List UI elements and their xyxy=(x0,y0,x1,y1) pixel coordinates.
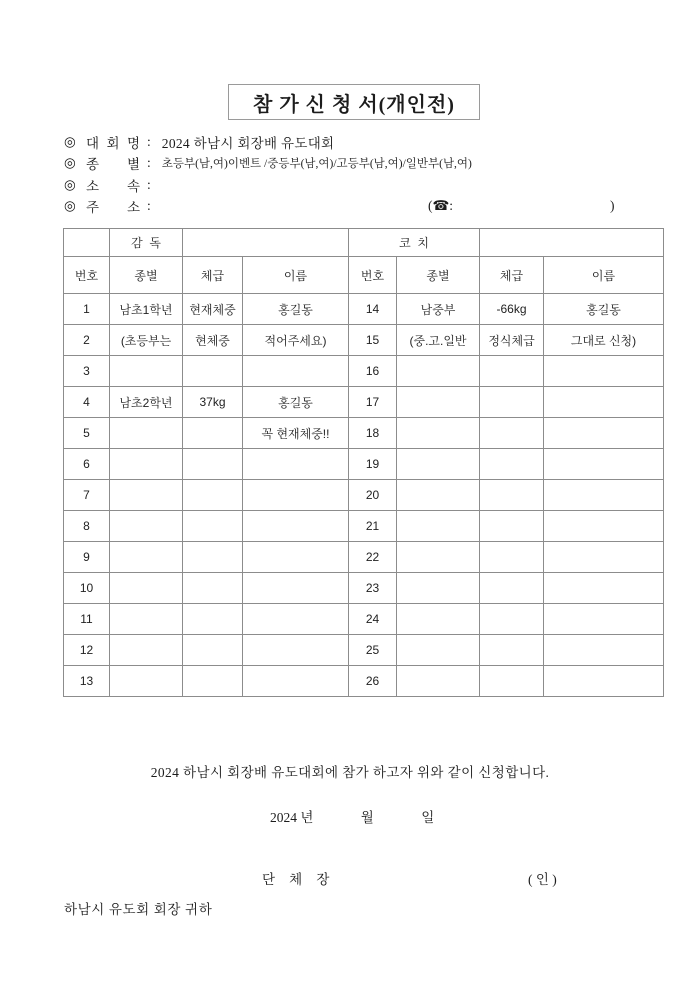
table-row xyxy=(64,418,664,449)
table-cell: 홍길동 xyxy=(544,294,664,325)
table-cell xyxy=(544,480,664,511)
table-cell: 8 xyxy=(64,511,110,542)
col-weight-class: 체급 xyxy=(480,257,544,294)
col-name: 이름 xyxy=(243,257,349,294)
table-cell xyxy=(544,511,664,542)
table-row xyxy=(64,542,664,573)
date-day: 일 xyxy=(421,810,435,825)
table-cell: 3 xyxy=(64,356,110,387)
table-cell xyxy=(243,635,349,666)
table-cell xyxy=(183,635,243,666)
division-value: 초등부(남,여)이벤트 /중등부(남,여)/고등부(남,여)/일반부(남,여) xyxy=(161,158,472,171)
table-cell xyxy=(110,418,183,449)
table-row xyxy=(64,480,664,511)
table-cell xyxy=(397,666,480,697)
table-row xyxy=(64,387,664,418)
info-line-division xyxy=(64,153,664,175)
table-cell xyxy=(110,604,183,635)
table-cell: 남초1학년 xyxy=(110,294,183,325)
table-cell: 20 xyxy=(349,480,397,511)
table-cell: 10 xyxy=(64,573,110,604)
affiliation-label: 소 속 xyxy=(86,178,140,194)
col-division: 종별 xyxy=(110,257,183,294)
table-cell: 4 xyxy=(64,387,110,418)
table-row xyxy=(64,356,664,387)
table-cell xyxy=(397,449,480,480)
table-cell xyxy=(397,387,480,418)
form-title-box xyxy=(228,84,480,120)
table-cell xyxy=(110,511,183,542)
table-cell xyxy=(243,449,349,480)
table-cell xyxy=(397,356,480,387)
col-weight-class: 체급 xyxy=(183,257,243,294)
table-cell: 15 xyxy=(349,325,397,356)
table-cell xyxy=(110,542,183,573)
table-cell: (중.고.일반 xyxy=(397,325,480,356)
table-cell xyxy=(544,635,664,666)
date-line xyxy=(270,806,478,826)
table-cell xyxy=(544,418,664,449)
division-label: 종 별 xyxy=(86,157,140,173)
table-row xyxy=(64,294,664,325)
table-cell xyxy=(183,573,243,604)
table-cell: 현체중 xyxy=(183,325,243,356)
table-cell xyxy=(110,666,183,697)
table-cell: 5 xyxy=(64,418,110,449)
colon: : xyxy=(147,198,151,214)
table-cell: 꼭 현재체중!! xyxy=(243,418,349,449)
table-cell: 21 xyxy=(349,511,397,542)
table-cell xyxy=(243,573,349,604)
table-cell xyxy=(183,449,243,480)
table-cell xyxy=(183,666,243,697)
table-cell xyxy=(110,449,183,480)
phone-close-paren: ) xyxy=(610,197,615,213)
table-cell xyxy=(544,604,664,635)
table-cell xyxy=(243,480,349,511)
table-cell xyxy=(110,356,183,387)
table-row xyxy=(64,635,664,666)
table-cell xyxy=(183,604,243,635)
table-cell xyxy=(544,449,664,480)
table-cell: 남중부 xyxy=(397,294,480,325)
application-statement: 2024 하남시 회장배 유도대회에 참가 하고자 위와 같이 신청합니다. xyxy=(150,765,550,780)
bullet-icon: ◎ xyxy=(64,198,76,214)
info-line-address xyxy=(64,196,664,218)
signer-title: 단 체 장 xyxy=(262,872,331,887)
table-cell xyxy=(243,356,349,387)
table-cell: 그대로 신청) xyxy=(544,325,664,356)
colon: : xyxy=(147,155,151,171)
table-cell xyxy=(183,511,243,542)
table-cell xyxy=(480,573,544,604)
col-division: 종별 xyxy=(397,257,480,294)
roster-table-wrap xyxy=(63,228,664,697)
table-row xyxy=(64,666,664,697)
coach-label-cell: 코 치 xyxy=(349,229,480,257)
event-name-value: 2024 하남시 회장배 유도대회 xyxy=(161,135,335,151)
table-cell: 18 xyxy=(349,418,397,449)
table-cell: -66kg xyxy=(480,294,544,325)
table-cell: 24 xyxy=(349,604,397,635)
coach-name-cell xyxy=(480,229,664,257)
table-cell xyxy=(243,542,349,573)
table-cell xyxy=(397,480,480,511)
staff-row xyxy=(64,229,664,257)
table-cell: 25 xyxy=(349,635,397,666)
table-cell xyxy=(544,542,664,573)
table-cell: 19 xyxy=(349,449,397,480)
manager-label-cell: 감 독 xyxy=(110,229,183,257)
seal-mark: ( 인 ) xyxy=(528,872,557,887)
table-row xyxy=(64,604,664,635)
table-cell: 홍길동 xyxy=(243,294,349,325)
col-number: 번호 xyxy=(64,257,110,294)
table-cell xyxy=(397,635,480,666)
manager-name-cell xyxy=(183,229,349,257)
phone-icon: (☎: xyxy=(428,197,454,213)
table-row xyxy=(64,511,664,542)
table-cell xyxy=(183,356,243,387)
table-cell: 9 xyxy=(64,542,110,573)
table-cell xyxy=(110,635,183,666)
table-cell: 적어주세요) xyxy=(243,325,349,356)
date-year: 2024 년 xyxy=(270,810,314,825)
table-cell xyxy=(397,542,480,573)
staff-empty-cell xyxy=(64,229,110,257)
table-cell: 7 xyxy=(64,480,110,511)
table-cell xyxy=(243,511,349,542)
table-cell: 2 xyxy=(64,325,110,356)
table-cell xyxy=(243,604,349,635)
event-name-label: 대 회 명 xyxy=(86,135,140,151)
table-cell xyxy=(480,542,544,573)
table-cell xyxy=(544,387,664,418)
table-cell xyxy=(480,418,544,449)
table-cell xyxy=(544,666,664,697)
table-cell xyxy=(397,604,480,635)
table-cell: 14 xyxy=(349,294,397,325)
recipient-line: 하남시 유도회 회장 귀하 xyxy=(64,902,213,917)
table-cell xyxy=(480,356,544,387)
table-cell xyxy=(480,480,544,511)
table-cell xyxy=(480,635,544,666)
table-cell: 정식체급 xyxy=(480,325,544,356)
table-cell: 22 xyxy=(349,542,397,573)
table-cell: 1 xyxy=(64,294,110,325)
table-cell xyxy=(110,573,183,604)
table-cell: 37kg xyxy=(183,387,243,418)
table-cell: 6 xyxy=(64,449,110,480)
bullet-icon: ◎ xyxy=(64,176,76,192)
table-cell: 현재체중 xyxy=(183,294,243,325)
col-name: 이름 xyxy=(544,257,664,294)
table-cell xyxy=(243,666,349,697)
address-label: 주 소 xyxy=(86,200,140,216)
table-cell: 남초2학년 xyxy=(110,387,183,418)
table-cell: 16 xyxy=(349,356,397,387)
table-cell xyxy=(480,666,544,697)
table-cell: 12 xyxy=(64,635,110,666)
roster-table xyxy=(63,228,664,697)
table-cell: (초등부는 xyxy=(110,325,183,356)
table-cell xyxy=(480,604,544,635)
date-month: 월 xyxy=(360,810,374,825)
column-header-row xyxy=(64,257,664,294)
table-cell xyxy=(544,356,664,387)
col-number: 번호 xyxy=(349,257,397,294)
table-cell xyxy=(110,480,183,511)
table-cell xyxy=(183,480,243,511)
colon: : xyxy=(147,176,151,192)
table-cell xyxy=(480,511,544,542)
table-cell: 17 xyxy=(349,387,397,418)
table-cell xyxy=(480,449,544,480)
bullet-icon: ◎ xyxy=(64,155,76,171)
table-cell xyxy=(544,573,664,604)
table-cell xyxy=(183,418,243,449)
table-cell: 11 xyxy=(64,604,110,635)
table-cell xyxy=(397,573,480,604)
info-line-affiliation xyxy=(64,174,664,196)
info-section xyxy=(64,131,664,217)
table-cell: 23 xyxy=(349,573,397,604)
table-cell: 홍길동 xyxy=(243,387,349,418)
table-cell xyxy=(397,418,480,449)
table-cell xyxy=(183,542,243,573)
table-body xyxy=(64,294,664,697)
page-title: 참 가 신 청 서(개인전) xyxy=(253,93,455,116)
table-row xyxy=(64,325,664,356)
bullet-icon: ◎ xyxy=(64,133,76,149)
table-row xyxy=(64,573,664,604)
table-row xyxy=(64,449,664,480)
table-cell: 13 xyxy=(64,666,110,697)
table-cell xyxy=(480,387,544,418)
table-cell: 26 xyxy=(349,666,397,697)
colon: : xyxy=(147,133,151,149)
table-cell xyxy=(397,511,480,542)
info-line-event xyxy=(64,131,664,153)
